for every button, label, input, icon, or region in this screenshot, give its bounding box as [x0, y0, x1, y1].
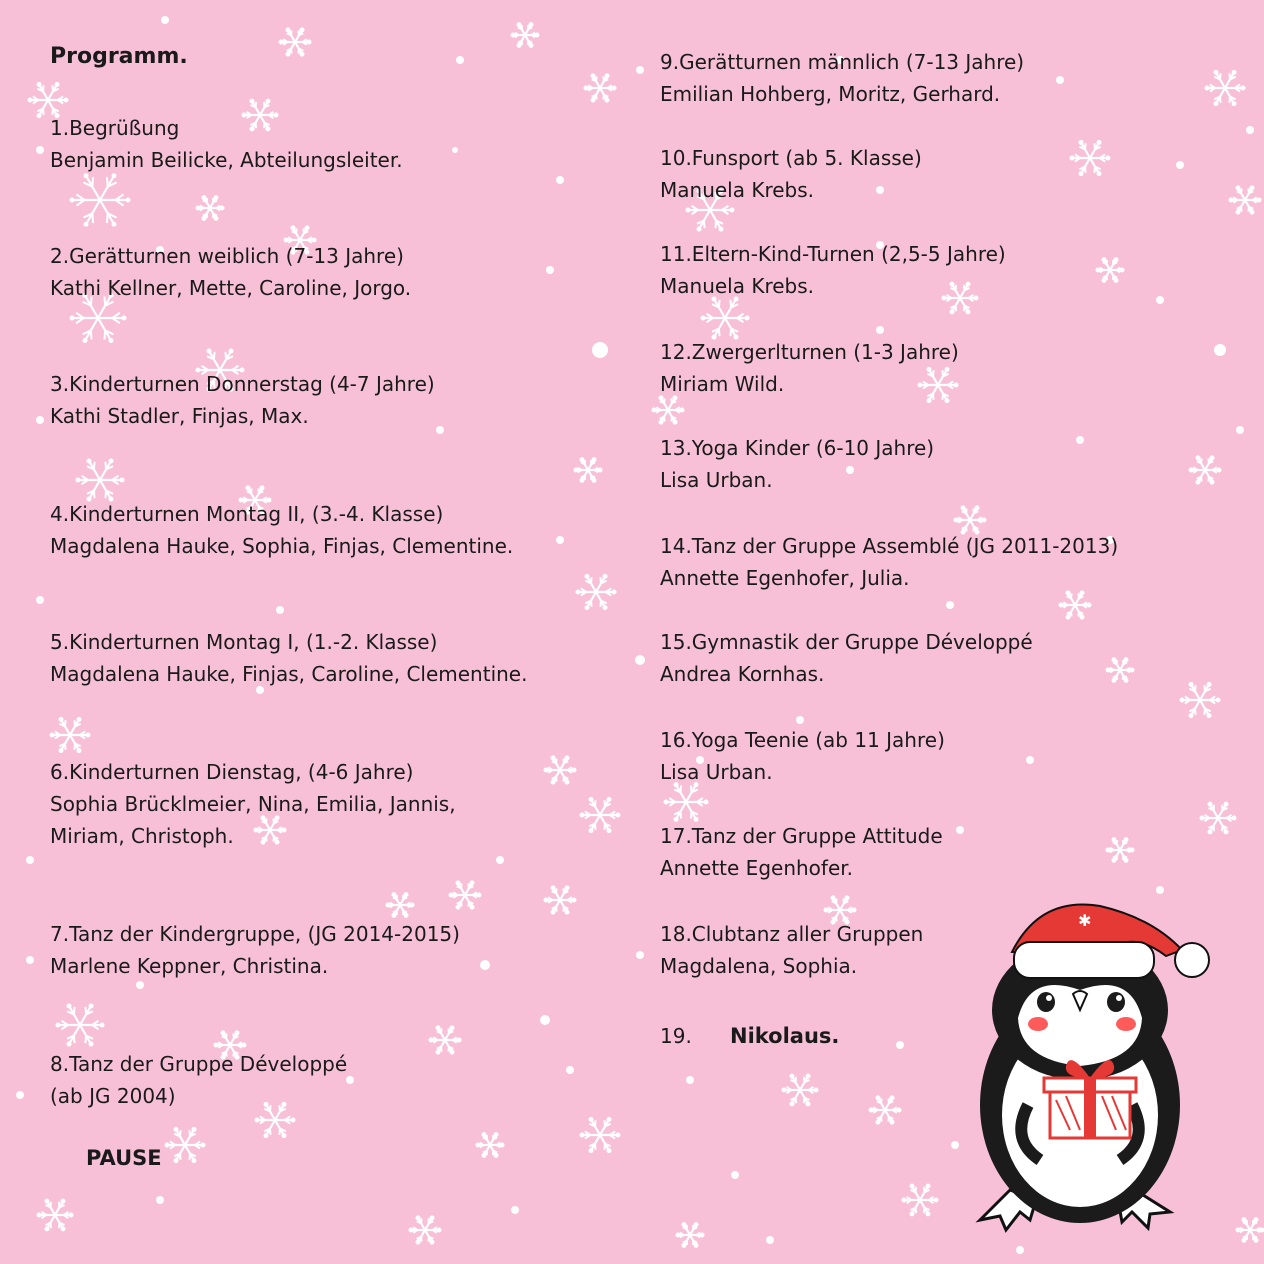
program-item-title: 3.Kinderturnen Donnerstag (4-7 Jahre) — [50, 372, 435, 396]
svg-text:✱: ✱ — [1078, 911, 1092, 930]
snowflake-icon — [544, 885, 577, 914]
program-item-performers: (ab JG 2004) — [50, 1084, 176, 1108]
snow-dot — [161, 16, 169, 24]
snowflake-icon — [1236, 1217, 1264, 1243]
program-item — [50, 626, 527, 690]
snowflake-icon — [1205, 70, 1246, 106]
final-item-label: Nikolaus. — [730, 1024, 840, 1048]
snowflake-icon — [701, 296, 750, 339]
program-item — [50, 918, 460, 982]
snowflake-icon — [1070, 140, 1111, 176]
snow-dot — [896, 1041, 904, 1049]
program-item-title: 10.Funsport (ab 5. Klasse) — [660, 146, 922, 170]
snow-dot — [156, 1196, 164, 1204]
snow-dot — [452, 147, 458, 153]
snow-dot — [276, 606, 284, 614]
snow-dot — [480, 960, 490, 970]
program-item-title: 14.Tanz der Gruppe Assemblé (JG 2011-2013) — [660, 534, 1119, 558]
snowflake-icon — [1180, 682, 1221, 718]
snow-dot — [956, 826, 964, 834]
penguin-eye-left — [1037, 992, 1055, 1012]
snow-dot — [946, 601, 954, 609]
program-item-performers: Magdalena Hauke, Sophia, Finjas, Clementine. — [50, 534, 514, 558]
snowflake-icon — [869, 1095, 902, 1124]
snowflake-icon — [511, 22, 540, 48]
program-item-title: 15.Gymnastik der Gruppe Développé — [660, 630, 1033, 654]
snowflake-icon — [580, 797, 621, 833]
program-item-performers: Miriam, Christoph. — [50, 824, 234, 848]
snow-dot — [556, 536, 564, 544]
snow-dot — [796, 716, 804, 724]
final-item-number: 19. — [660, 1024, 692, 1048]
program-item-performers: Annette Egenhofer. — [660, 856, 853, 880]
snow-dot — [1176, 161, 1184, 169]
snow-dot — [731, 1171, 739, 1179]
program-item — [660, 432, 934, 496]
program-item — [660, 820, 943, 884]
snowflake-icon — [902, 1184, 939, 1217]
snowflake-icon — [1059, 590, 1092, 619]
snow-dot — [951, 1141, 959, 1149]
snow-dot — [36, 596, 44, 604]
program-item-performers: Emilian Hohberg, Moritz, Gerhard. — [660, 82, 1001, 106]
snowflake-icon — [584, 73, 617, 102]
program-item-performers: Lisa Urban. — [660, 760, 773, 784]
program-item-performers: Kathi Stadler, Finjas, Max. — [50, 404, 309, 428]
snow-dot — [1246, 126, 1254, 134]
pause-label: PAUSE — [86, 1146, 162, 1170]
santa-hat-icon — [1012, 904, 1209, 978]
snowflake-icon — [576, 574, 617, 610]
program-item-title: 1.Begrüßung — [50, 116, 180, 140]
program-item-title: 6.Kinderturnen Dienstag, (4-6 Jahre) — [50, 760, 414, 784]
snow-dot — [566, 1066, 574, 1074]
snowflake-icon — [70, 173, 131, 226]
program-item — [50, 498, 513, 562]
program-item — [50, 112, 403, 176]
snowflake-icon — [50, 717, 91, 753]
snow-dot — [540, 1015, 550, 1025]
snow-dot — [546, 266, 554, 274]
program-item — [660, 336, 959, 400]
program-item-performers: Manuela Krebs. — [660, 274, 815, 298]
program-item-performers: Kathi Kellner, Mette, Caroline, Jorgo. — [50, 276, 412, 300]
snowflake-icon — [386, 892, 415, 918]
program-item-performers: Andrea Kornhas. — [660, 662, 825, 686]
snowflake-icon — [1106, 837, 1135, 863]
program-item — [660, 724, 945, 788]
program-item — [660, 918, 923, 982]
snow-dot — [436, 426, 444, 434]
program-item — [660, 238, 1006, 302]
snowflake-icon — [476, 1132, 505, 1158]
snow-dot — [496, 856, 504, 864]
snowflake-icon — [664, 782, 709, 822]
snowflake-icon — [580, 1117, 621, 1153]
snow-dot — [26, 956, 34, 964]
snow-dot — [556, 176, 564, 184]
snow-dot — [1236, 426, 1244, 434]
snow-dot — [16, 1091, 24, 1099]
snowflake-icon — [782, 1074, 819, 1107]
program-item-performers: Marlene Keppner, Christina. — [50, 954, 329, 978]
penguin-eye-right — [1107, 992, 1125, 1012]
snow-dot — [136, 981, 144, 989]
program-item-title: 9.Gerätturnen männlich (7-13 Jahre) — [660, 50, 1025, 74]
snow-dot — [36, 416, 44, 424]
program-item — [50, 1048, 347, 1112]
program-item — [50, 756, 456, 852]
snowflake-icon — [676, 1222, 705, 1248]
snow-dot — [456, 56, 464, 64]
snow-dot — [36, 146, 44, 154]
snowflake-icon — [56, 1003, 105, 1046]
snowflake-icon — [165, 1127, 206, 1163]
program-item-performers: Sophia Brücklmeier, Nina, Emilia, Jannis, — [50, 792, 456, 816]
snowflake-icon — [1229, 185, 1262, 214]
snow-dot — [1056, 76, 1064, 84]
program-item-title: 7.Tanz der Kindergruppe, (JG 2014-2015) — [50, 922, 460, 946]
snowflake-icon — [429, 1025, 462, 1054]
snow-dot — [511, 1206, 519, 1214]
snowflake-icon — [279, 27, 312, 56]
snow-dot — [1214, 344, 1226, 356]
snowflake-icon — [1096, 257, 1125, 283]
snowflake-icon — [409, 1215, 442, 1244]
program-item-performers: Benjamin Beilicke, Abteilungsleiter. — [50, 148, 403, 172]
snow-dot — [1026, 756, 1034, 764]
program-item-performers: Magdalena, Sophia. — [660, 954, 858, 978]
snowflake-icon — [544, 755, 577, 784]
snowflake-icon — [1189, 455, 1222, 484]
snowflake-icon — [449, 880, 482, 909]
snow-dot — [636, 66, 644, 74]
program-item-title: 13.Yoga Kinder (6-10 Jahre) — [660, 436, 935, 460]
program-item-title: 2.Gerätturnen weiblich (7-13 Jahre) — [50, 244, 404, 268]
penguin-illustration — [970, 890, 1210, 1250]
snow-dot — [1076, 436, 1084, 444]
snowflake-icon — [196, 195, 225, 221]
snow-dot — [635, 655, 645, 665]
program-item — [660, 142, 922, 206]
program-item-title: 11.Eltern-Kind-Turnen (2,5-5 Jahre) — [660, 242, 1006, 266]
program-item-performers: Annette Egenhofer, Julia. — [660, 566, 910, 590]
snow-dot — [592, 342, 608, 358]
program-item-performers: Lisa Urban. — [660, 468, 773, 492]
program-item-title: 17.Tanz der Gruppe Attitude — [660, 824, 943, 848]
snow-dot — [766, 1236, 774, 1244]
program-item — [660, 46, 1024, 110]
program-item-title: 16.Yoga Teenie (ab 11 Jahre) — [660, 728, 945, 752]
program-item — [50, 240, 411, 304]
program-item-performers: Magdalena Hauke, Finjas, Caroline, Clementine. — [50, 662, 528, 686]
program-item-performers: Manuela Krebs. — [660, 178, 815, 202]
program-heading: Programm. — [50, 44, 188, 69]
program-item-title: 8.Tanz der Gruppe Développé — [50, 1052, 348, 1076]
snowflake-icon — [1200, 802, 1237, 835]
snow-dot — [686, 1076, 694, 1084]
program-item-performers: Miriam Wild. — [660, 372, 785, 396]
snowflake-icon — [574, 457, 603, 483]
snowflake-icon — [1106, 657, 1135, 683]
program-item — [660, 530, 1118, 594]
snow-dot — [346, 1076, 354, 1084]
program-item-title: 12.Zwergerlturnen (1-3 Jahre) — [660, 340, 959, 364]
snowflake-icon — [76, 458, 125, 501]
program-item-title: 5.Kinderturnen Montag I, (1.-2. Klasse) — [50, 630, 438, 654]
snow-dot — [636, 951, 644, 959]
program-item — [50, 368, 435, 432]
snowflake-icon — [37, 1199, 74, 1232]
program-item — [660, 626, 1033, 690]
snow-dot — [876, 326, 884, 334]
program-item-title: 4.Kinderturnen Montag II, (3.-4. Klasse) — [50, 502, 444, 526]
program-item-title: 18.Clubtanz aller Gruppen — [660, 922, 924, 946]
snow-dot — [26, 856, 34, 864]
snow-dot — [1156, 296, 1164, 304]
